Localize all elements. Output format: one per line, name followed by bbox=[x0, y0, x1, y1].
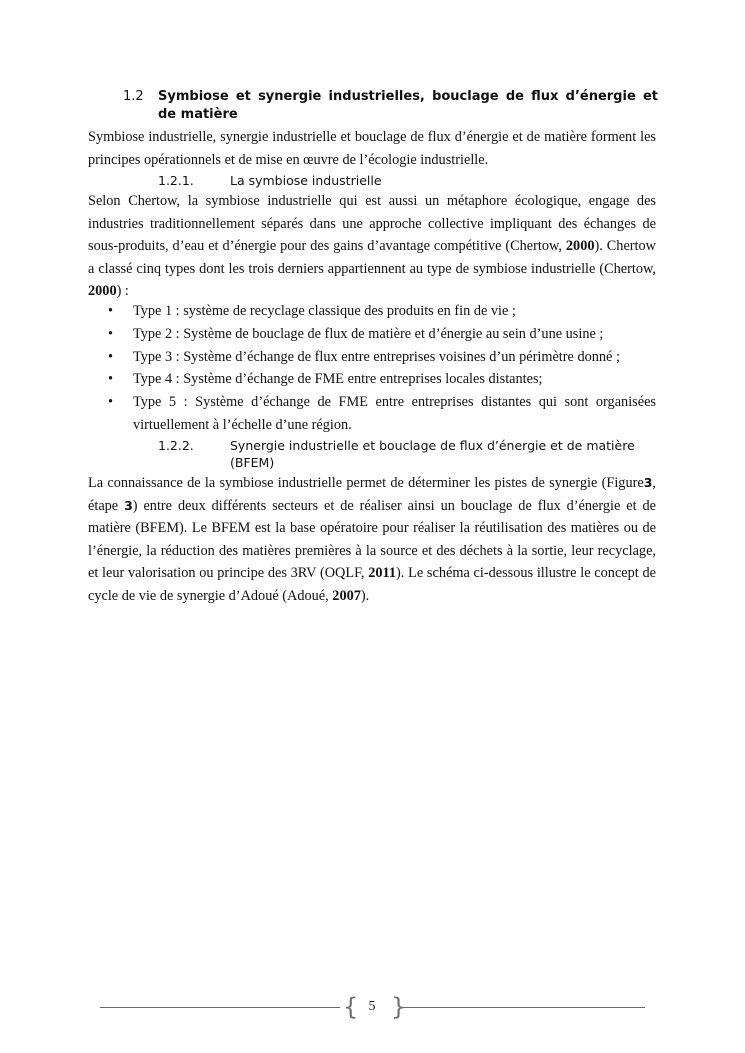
figure-reference: 3 bbox=[643, 475, 653, 490]
symbiosis-type-list bbox=[108, 300, 656, 437]
page-number: 5 bbox=[368, 999, 376, 1014]
subsection-title-2: Synergie industrielle et bouclage de flux d’énergie et de matière (BFEM) bbox=[230, 438, 635, 470]
list-item: • Type 4 : Système d’échange de FME entre entreprises locales distantes; bbox=[108, 368, 656, 391]
citation-year: 2011 bbox=[368, 565, 397, 581]
subsection-number-1: 1.2.1. bbox=[158, 173, 194, 188]
text-run: , étape bbox=[88, 475, 656, 514]
text-run: La connaissance de la symbiose industrielle permet de déterminer les pistes de synergie (Figure bbox=[88, 475, 644, 491]
footer-rule-right bbox=[402, 1007, 645, 1008]
text-run: ) entre deux différents secteurs et de réaliser ainsi un bouclage de flux d’énergie et de matière (BFEM). Le BFEM est la base opératoire pour réaliser la réutilisation des matières ou de l’énergie, la réduction des matières premières à la source et des déchets à la sortie, leur recyclage, et leur valorisation ou principe des 3RV (OQLF, bbox=[88, 497, 657, 581]
citation-year: 2000 bbox=[565, 238, 595, 254]
text-run: ). Chertow a classé cinq types dont les trois derniers appartiennent au type de symbiose industrielle (Chertow, bbox=[88, 238, 656, 277]
symbiose-paragraph bbox=[88, 190, 656, 303]
list-item: • Type 5 : Système d’échange de FME entre entreprises distantes qui sont organisées virtuellement à l’échelle d’une région. bbox=[108, 391, 656, 437]
subsection-number-2: 1.2.2. bbox=[158, 438, 194, 453]
text-run: Selon Chertow, la symbiose industrielle qui est aussi un métaphore écologique, engage des industries traditionnellement séparés dans une approche collective impliquant des échanges de sous-produits, d’eau et d’énergie pour des gains d’avantage compétitive (Chertow, bbox=[88, 193, 656, 254]
subsection-heading-1 bbox=[158, 172, 382, 189]
intro-text: Symbiose industrielle, synergie industrielle et bouclage de flux d’énergie et de matière forment les principes opérationnels et de mise en œuvre de l’écologie industrielle. bbox=[88, 129, 656, 168]
subsection-heading-2 bbox=[158, 437, 656, 471]
citation-year: 2007 bbox=[332, 587, 361, 604]
right-brace-icon: } bbox=[391, 993, 407, 1021]
list-item: • Type 2 : Système de bouclage de flux de matière et d’énergie au sein d’une usine ; bbox=[108, 323, 656, 346]
citation-year: 2000 bbox=[88, 283, 117, 299]
symbiose-text bbox=[88, 190, 656, 303]
synergie-text bbox=[88, 472, 656, 607]
synergie-paragraph bbox=[88, 472, 656, 607]
section-heading bbox=[123, 88, 658, 124]
footer-rule-left bbox=[100, 1007, 340, 1008]
section-number: 1.2 bbox=[123, 89, 144, 104]
intro-paragraph bbox=[88, 126, 656, 171]
left-brace-icon: { bbox=[343, 993, 359, 1021]
list-item: • Type 3 : Système d’échange de flux entre entreprises voisines d’un périmètre donné ; bbox=[108, 346, 656, 369]
text-run: ). Le schéma ci-dessous illustre le concept de cycle de vie de synergie d’Adoué (Adoué, bbox=[88, 565, 656, 604]
text-run: ). bbox=[360, 587, 370, 604]
page-footer bbox=[100, 995, 645, 1023]
subsection-title-1: La symbiose industrielle bbox=[230, 173, 382, 188]
step-reference: 3 bbox=[124, 497, 133, 513]
text-run: ) : bbox=[116, 283, 129, 299]
section-title: Symbiose et synergie industrielles, bouclage de flux d’énergie et de matière bbox=[158, 89, 658, 122]
list-item: • Type 1 : système de recyclage classique des produits en fin de vie ; bbox=[108, 300, 656, 323]
